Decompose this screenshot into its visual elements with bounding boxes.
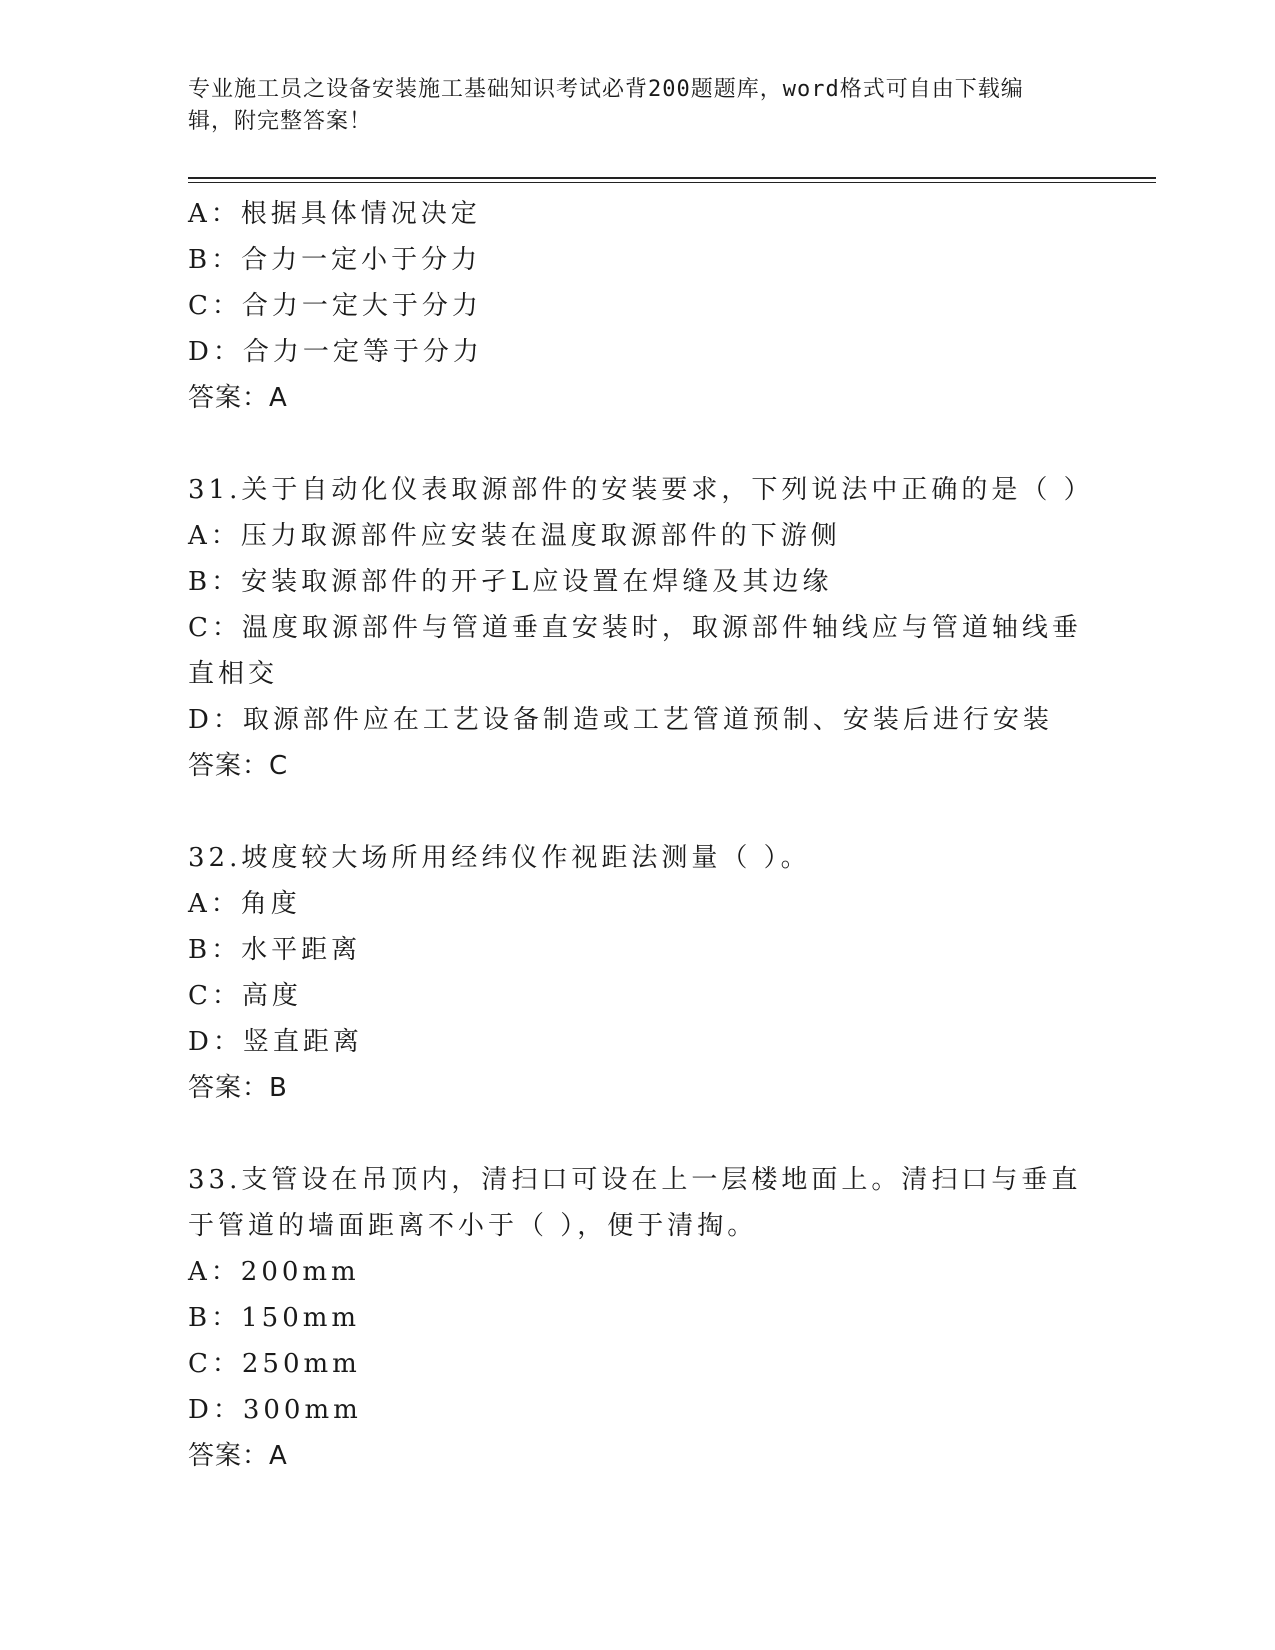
option-d: D：300mm bbox=[188, 1395, 362, 1425]
question-block-31 bbox=[188, 467, 1094, 789]
question-block-32 bbox=[188, 835, 1088, 1111]
option-d: D：取源部件应在工艺设备制造或工艺管道预制、安装后进行安装 bbox=[188, 705, 1053, 735]
header-rule-thick bbox=[188, 177, 1156, 179]
option-b: B：安装取源部件的开孑L应设置在焊缝及其边缘 bbox=[188, 567, 833, 597]
answer-line: 答案：C bbox=[188, 751, 289, 781]
option-b: B：水平距离 bbox=[188, 935, 362, 965]
answer-line: 答案：A bbox=[188, 1441, 288, 1471]
option-a: A：根据具体情况决定 bbox=[188, 199, 481, 229]
option-b: B：150mm bbox=[188, 1303, 361, 1333]
question-stem: 33.支管设在吊顶内，清扫口可设在上一层楼地面上。清扫口与垂直于管道的墙面距离不小于（ ），便于清掏。 bbox=[188, 1165, 1082, 1241]
question-block-prev bbox=[188, 191, 1088, 421]
question-list bbox=[188, 191, 1094, 1479]
option-d: D：竖直距离 bbox=[188, 1027, 363, 1057]
option-a: A：200mm bbox=[188, 1257, 360, 1287]
question-stem: 32.坡度较大场所用经纬仪作视距法测量（ ）。 bbox=[188, 843, 811, 873]
option-a: A：角度 bbox=[188, 889, 301, 919]
option-b: B：合力一定小于分力 bbox=[188, 245, 482, 275]
question-block-33 bbox=[188, 1157, 1088, 1479]
answer-line: 答案：B bbox=[188, 1073, 288, 1103]
option-c: C：合力一定大于分力 bbox=[188, 291, 482, 321]
option-a: A：压力取源部件应安装在温度取源部件的下游侧 bbox=[188, 521, 841, 551]
option-c: C：温度取源部件与管道垂直安装时，取源部件轴线应与管道轴线垂直相交 bbox=[188, 613, 1082, 689]
option-c: C：250mm bbox=[188, 1349, 361, 1379]
answer-line: 答案：A bbox=[188, 383, 288, 413]
document-header: 专业施工员之设备安装施工基础知识考试必背200题题库，word格式可自由下载编辑，附完整答案！ bbox=[188, 77, 1024, 134]
header-rule-thin bbox=[188, 182, 1156, 183]
option-d: D：合力一定等于分力 bbox=[188, 337, 483, 367]
question-stem: 31.关于自动化仪表取源部件的安装要求，下列说法中正确的是（ ） bbox=[188, 475, 1094, 505]
option-c: C：高度 bbox=[188, 981, 302, 1011]
